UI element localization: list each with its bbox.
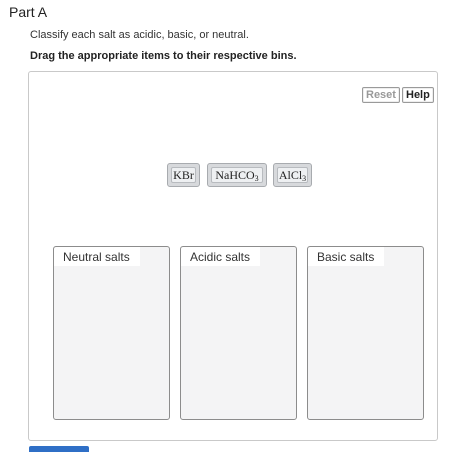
bin-label: Basic salts xyxy=(308,247,384,266)
submit-button[interactable] xyxy=(29,446,89,452)
drag-drop-workspace xyxy=(28,71,438,441)
bin-label: Neutral salts xyxy=(54,247,140,266)
help-button[interactable]: Help xyxy=(402,87,434,103)
draggable-item-nahco3[interactable] xyxy=(207,163,267,187)
bin-acidic-salts[interactable] xyxy=(180,246,297,420)
draggable-item-alcl3[interactable] xyxy=(273,163,312,187)
bin-basic-salts[interactable] xyxy=(307,246,424,420)
reset-button[interactable]: Reset xyxy=(362,87,400,103)
question-instruction: Classify each salt as acidic, basic, or neutral. xyxy=(30,29,249,41)
item-label: NaHCO$_3$ xyxy=(211,167,263,183)
item-label: AlCl$_3$ xyxy=(278,168,307,183)
part-title: Part A xyxy=(9,4,48,20)
drag-instruction: Drag the appropriate items to their respective bins. xyxy=(30,50,297,62)
bin-label: Acidic salts xyxy=(181,247,260,266)
bin-neutral-salts[interactable] xyxy=(53,246,170,420)
item-label: KBr xyxy=(171,167,196,183)
draggable-item-kbr[interactable] xyxy=(167,163,200,187)
